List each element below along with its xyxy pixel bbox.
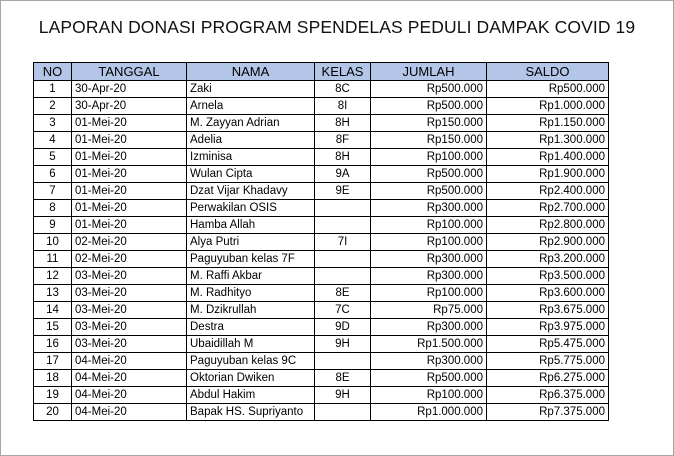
cell-kelas[interactable]: 7I [315, 234, 371, 251]
cell-nama[interactable]: Perwakilan OSIS [187, 200, 315, 217]
cell-no[interactable]: 8 [34, 200, 72, 217]
table-row [34, 319, 609, 336]
cell-no[interactable]: 13 [34, 285, 72, 302]
cell-jumlah[interactable]: Rp100.000 [371, 285, 487, 302]
cell-nama[interactable]: Ubaidillah M [187, 336, 315, 353]
table-row [34, 183, 609, 200]
cell-saldo[interactable]: Rp3.200.000 [487, 251, 609, 268]
cell-no[interactable]: 4 [34, 132, 72, 149]
cell-kelas[interactable] [315, 353, 371, 370]
cell-saldo[interactable]: Rp500.000 [487, 81, 609, 98]
table-row [34, 387, 609, 404]
cell-tanggal[interactable]: 30-Apr-20 [72, 98, 187, 115]
cell-no[interactable]: 10 [34, 234, 72, 251]
cell-kelas[interactable]: 8E [315, 285, 371, 302]
cell-nama[interactable]: Zaki [187, 81, 315, 98]
donation-table [33, 62, 609, 421]
cell-jumlah[interactable]: Rp1.500.000 [371, 336, 487, 353]
cell-jumlah[interactable]: Rp500.000 [371, 98, 487, 115]
cell-tanggal[interactable]: 01-Mei-20 [72, 183, 187, 200]
cell-saldo[interactable]: Rp3.600.000 [487, 285, 609, 302]
cell-saldo[interactable]: Rp2.800.000 [487, 217, 609, 234]
col-header-saldo[interactable]: SALDO [487, 63, 609, 81]
cell-saldo[interactable]: Rp1.000.000 [487, 98, 609, 115]
cell-tanggal[interactable]: 02-Mei-20 [72, 251, 187, 268]
cell-nama[interactable]: Dzat Vijar Khadavy [187, 183, 315, 200]
table-row [34, 234, 609, 251]
cell-jumlah[interactable]: Rp300.000 [371, 319, 487, 336]
cell-tanggal[interactable]: 04-Mei-20 [72, 370, 187, 387]
cell-saldo[interactable]: Rp1.900.000 [487, 166, 609, 183]
col-header-jumlah[interactable]: JUMLAH [371, 63, 487, 81]
cell-jumlah[interactable]: Rp150.000 [371, 115, 487, 132]
cell-nama[interactable]: M. Zayyan Adrian [187, 115, 315, 132]
cell-kelas[interactable] [315, 200, 371, 217]
cell-kelas[interactable] [315, 268, 371, 285]
cell-saldo[interactable]: Rp6.375.000 [487, 387, 609, 404]
cell-nama[interactable]: Oktorian Dwiken [187, 370, 315, 387]
cell-saldo[interactable]: Rp5.475.000 [487, 336, 609, 353]
cell-tanggal[interactable]: 04-Mei-20 [72, 404, 187, 421]
table-row [34, 115, 609, 132]
cell-jumlah[interactable]: Rp150.000 [371, 132, 487, 149]
cell-nama[interactable]: Izminisa [187, 149, 315, 166]
table-row [34, 200, 609, 217]
cell-nama[interactable]: M. Radhityo [187, 285, 315, 302]
report-title: LAPORAN DONASI PROGRAM SPENDELAS PEDULI DAMPAK COVID 19 [38, 17, 636, 37]
cell-nama[interactable]: M. Raffi Akbar [187, 268, 315, 285]
table-row [34, 166, 609, 183]
cell-jumlah[interactable]: Rp100.000 [371, 234, 487, 251]
table-row [34, 217, 609, 234]
cell-nama[interactable]: M. Dzikrullah [187, 302, 315, 319]
cell-saldo[interactable]: Rp1.400.000 [487, 149, 609, 166]
cell-kelas[interactable] [315, 217, 371, 234]
cell-nama[interactable]: Arnela [187, 98, 315, 115]
cell-tanggal[interactable]: 01-Mei-20 [72, 115, 187, 132]
cell-kelas[interactable]: 9D [315, 319, 371, 336]
table-row [34, 98, 609, 115]
cell-kelas[interactable]: 8I [315, 98, 371, 115]
table-row [34, 404, 609, 421]
header-row [34, 63, 609, 81]
cell-kelas[interactable]: 8F [315, 132, 371, 149]
cell-no[interactable]: 20 [34, 404, 72, 421]
cell-nama[interactable]: Abdul Hakim [187, 387, 315, 404]
table-row [34, 268, 609, 285]
cell-saldo[interactable]: Rp6.275.000 [487, 370, 609, 387]
cell-nama[interactable]: Paguyuban kelas 7F [187, 251, 315, 268]
cell-tanggal[interactable]: 02-Mei-20 [72, 234, 187, 251]
table-row [34, 81, 609, 98]
cell-no[interactable]: 18 [34, 370, 72, 387]
cell-jumlah[interactable]: Rp1.000.000 [371, 404, 487, 421]
table-row [34, 336, 609, 353]
cell-tanggal[interactable]: 04-Mei-20 [72, 353, 187, 370]
cell-tanggal[interactable]: 04-Mei-20 [72, 387, 187, 404]
cell-tanggal[interactable]: 03-Mei-20 [72, 268, 187, 285]
cell-saldo[interactable]: Rp2.900.000 [487, 234, 609, 251]
cell-saldo[interactable]: Rp3.500.000 [487, 268, 609, 285]
cell-kelas[interactable]: 7C [315, 302, 371, 319]
cell-jumlah[interactable]: Rp100.000 [371, 149, 487, 166]
cell-tanggal[interactable]: 03-Mei-20 [72, 285, 187, 302]
table-row [34, 285, 609, 302]
cell-no[interactable]: 14 [34, 302, 72, 319]
cell-kelas[interactable]: 9A [315, 166, 371, 183]
cell-saldo[interactable]: Rp2.400.000 [487, 183, 609, 200]
cell-nama[interactable]: Paguyuban kelas 9C [187, 353, 315, 370]
cell-tanggal[interactable]: 01-Mei-20 [72, 166, 187, 183]
cell-jumlah[interactable]: Rp500.000 [371, 183, 487, 200]
cell-nama[interactable]: Bapak HS. Supriyanto [187, 404, 315, 421]
cell-nama[interactable]: Alya Putri [187, 234, 315, 251]
cell-kelas[interactable]: 8H [315, 149, 371, 166]
cell-jumlah[interactable]: Rp500.000 [371, 370, 487, 387]
cell-jumlah[interactable]: Rp75.000 [371, 302, 487, 319]
cell-no[interactable]: 9 [34, 217, 72, 234]
cell-kelas[interactable]: 8H [315, 115, 371, 132]
cell-jumlah[interactable]: Rp100.000 [371, 387, 487, 404]
cell-jumlah[interactable]: Rp300.000 [371, 268, 487, 285]
cell-no[interactable]: 7 [34, 183, 72, 200]
cell-no[interactable]: 5 [34, 149, 72, 166]
cell-nama[interactable]: Hamba Allah [187, 217, 315, 234]
cell-saldo[interactable]: Rp2.700.000 [487, 200, 609, 217]
cell-tanggal[interactable]: 01-Mei-20 [72, 217, 187, 234]
cell-kelas[interactable]: 9H [315, 387, 371, 404]
cell-no[interactable]: 6 [34, 166, 72, 183]
cell-tanggal[interactable]: 01-Mei-20 [72, 149, 187, 166]
cell-no[interactable]: 11 [34, 251, 72, 268]
cell-nama[interactable]: Wulan Cipta [187, 166, 315, 183]
cell-kelas[interactable]: 9E [315, 183, 371, 200]
cell-jumlah[interactable]: Rp300.000 [371, 353, 487, 370]
cell-tanggal[interactable]: 03-Mei-20 [72, 336, 187, 353]
cell-jumlah[interactable]: Rp500.000 [371, 81, 487, 98]
cell-no[interactable]: 15 [34, 319, 72, 336]
cell-saldo[interactable]: Rp3.675.000 [487, 302, 609, 319]
cell-jumlah[interactable]: Rp300.000 [371, 200, 487, 217]
cell-tanggal[interactable]: 30-Apr-20 [72, 81, 187, 98]
cell-kelas[interactable]: 8E [315, 370, 371, 387]
table-row [34, 149, 609, 166]
cell-no[interactable]: 12 [34, 268, 72, 285]
cell-no[interactable]: 19 [34, 387, 72, 404]
cell-no[interactable]: 3 [34, 115, 72, 132]
cell-no[interactable]: 17 [34, 353, 72, 370]
cell-kelas[interactable] [315, 404, 371, 421]
cell-tanggal[interactable]: 03-Mei-20 [72, 319, 187, 336]
cell-jumlah[interactable]: Rp100.000 [371, 217, 487, 234]
cell-no[interactable]: 2 [34, 98, 72, 115]
cell-saldo[interactable]: Rp1.300.000 [487, 132, 609, 149]
cell-saldo[interactable]: Rp1.150.000 [487, 115, 609, 132]
cell-no[interactable]: 16 [34, 336, 72, 353]
table-row [34, 302, 609, 319]
table-row [34, 370, 609, 387]
cell-saldo[interactable]: Rp5.775.000 [487, 353, 609, 370]
cell-saldo[interactable]: Rp3.975.000 [487, 319, 609, 336]
col-header-tanggal[interactable]: TANGGAL [72, 63, 187, 81]
cell-tanggal[interactable]: 01-Mei-20 [72, 132, 187, 149]
cell-kelas[interactable]: 8C [315, 81, 371, 98]
cell-no[interactable]: 1 [34, 81, 72, 98]
cell-kelas[interactable]: 9H [315, 336, 371, 353]
cell-jumlah[interactable]: Rp500.000 [371, 166, 487, 183]
cell-tanggal[interactable]: 01-Mei-20 [72, 200, 187, 217]
col-header-nama[interactable]: NAMA [187, 63, 315, 81]
cell-jumlah[interactable]: Rp300.000 [371, 251, 487, 268]
table-row [34, 132, 609, 149]
cell-kelas[interactable] [315, 251, 371, 268]
cell-tanggal[interactable]: 03-Mei-20 [72, 302, 187, 319]
cell-nama[interactable]: Destra [187, 319, 315, 336]
col-header-no[interactable]: NO [34, 63, 72, 81]
table-row [34, 251, 609, 268]
cell-saldo[interactable]: Rp7.375.000 [487, 404, 609, 421]
table-row [34, 353, 609, 370]
cell-nama[interactable]: Adelia [187, 132, 315, 149]
col-header-kelas[interactable]: KELAS [315, 63, 371, 81]
